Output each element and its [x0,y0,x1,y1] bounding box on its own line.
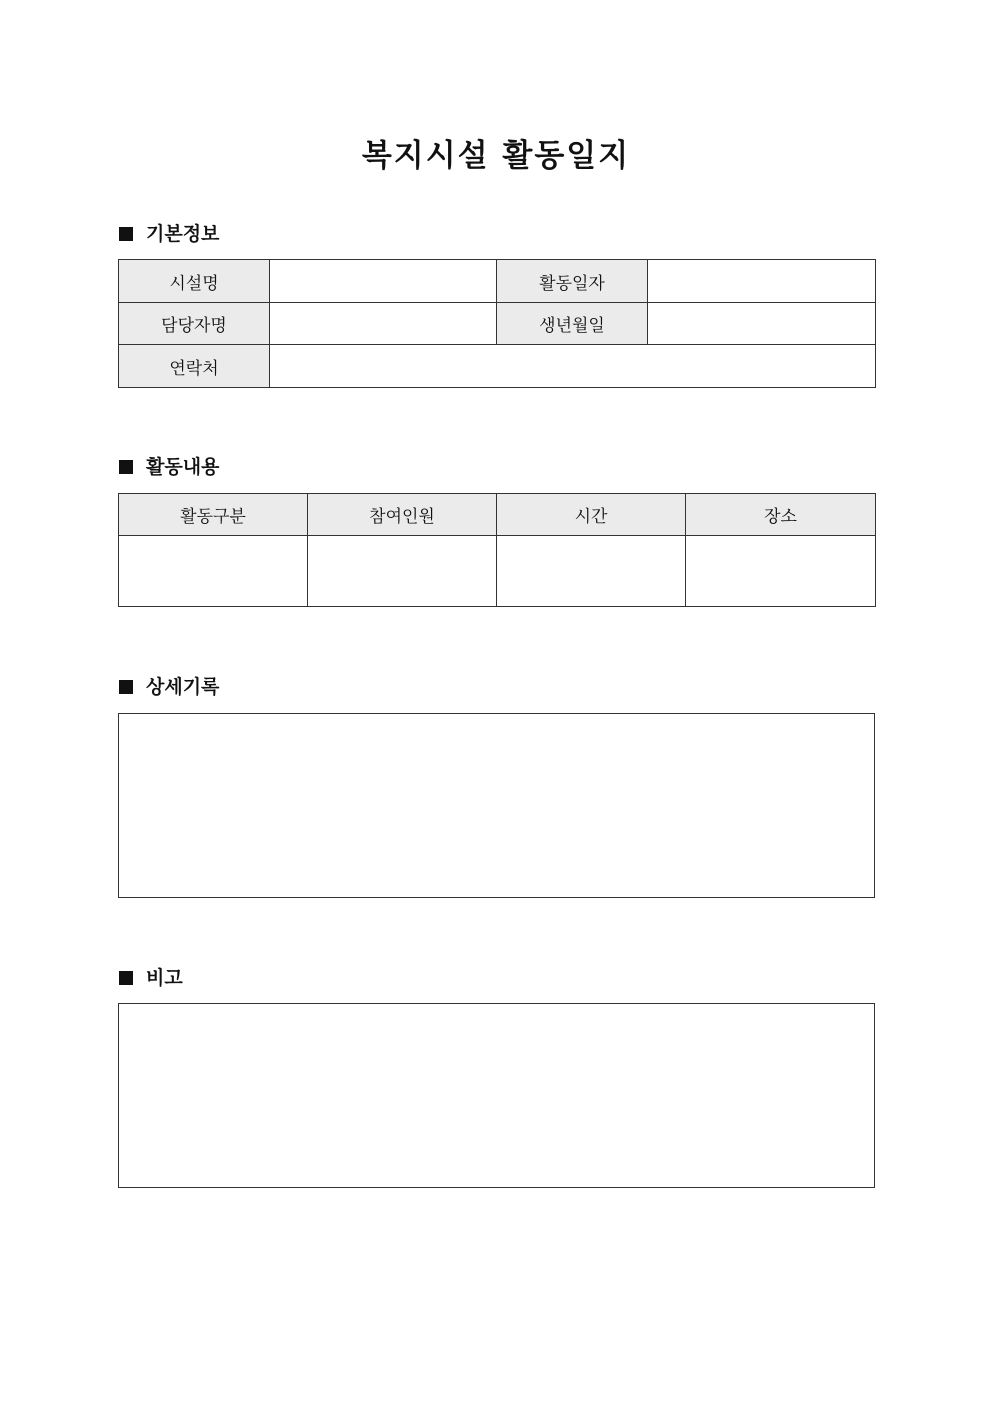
column-header-activity-type: 활동구분 [119,494,308,536]
column-header-location: 장소 [686,494,876,536]
remarks-heading-text: 비고 [146,967,183,989]
birth-date-field[interactable] [648,303,876,345]
basic-info-table [118,259,876,388]
basic-info-row [119,303,876,345]
square-bullet-icon [119,227,133,241]
basic-info-heading-text: 기본정보 [146,223,220,245]
activity-date-field[interactable] [648,260,876,303]
activity-heading [119,452,219,482]
square-bullet-icon [119,460,133,474]
location-field[interactable] [686,536,876,607]
column-header-time: 시간 [497,494,686,536]
facility-name-label: 시설명 [119,260,270,303]
participants-field[interactable] [308,536,497,607]
activity-date-label: 활동일자 [497,260,648,303]
activity-table [118,493,876,607]
activity-heading-text: 활동내용 [146,456,220,478]
details-textarea[interactable] [118,713,875,898]
basic-info-heading [119,219,219,249]
contact-field[interactable] [270,345,876,388]
basic-info-row [119,345,876,388]
details-heading-text: 상세기록 [146,676,220,698]
activity-entry-row [119,536,876,607]
basic-info-row [119,260,876,303]
remarks-heading [119,963,183,993]
activity-header-row [119,494,876,536]
remarks-textarea[interactable] [118,1003,875,1188]
square-bullet-icon [119,680,133,694]
contact-label: 연락처 [119,345,270,388]
time-field[interactable] [497,536,686,607]
column-header-participants: 참여인원 [308,494,497,536]
manager-name-label: 담당자명 [119,303,270,345]
details-heading [119,672,219,702]
document-title: 복지시설 활동일지 [361,138,631,174]
square-bullet-icon [119,971,133,985]
manager-name-field[interactable] [270,303,497,345]
birth-date-label: 생년월일 [497,303,648,345]
activity-type-field[interactable] [119,536,308,607]
facility-name-field[interactable] [270,260,497,303]
